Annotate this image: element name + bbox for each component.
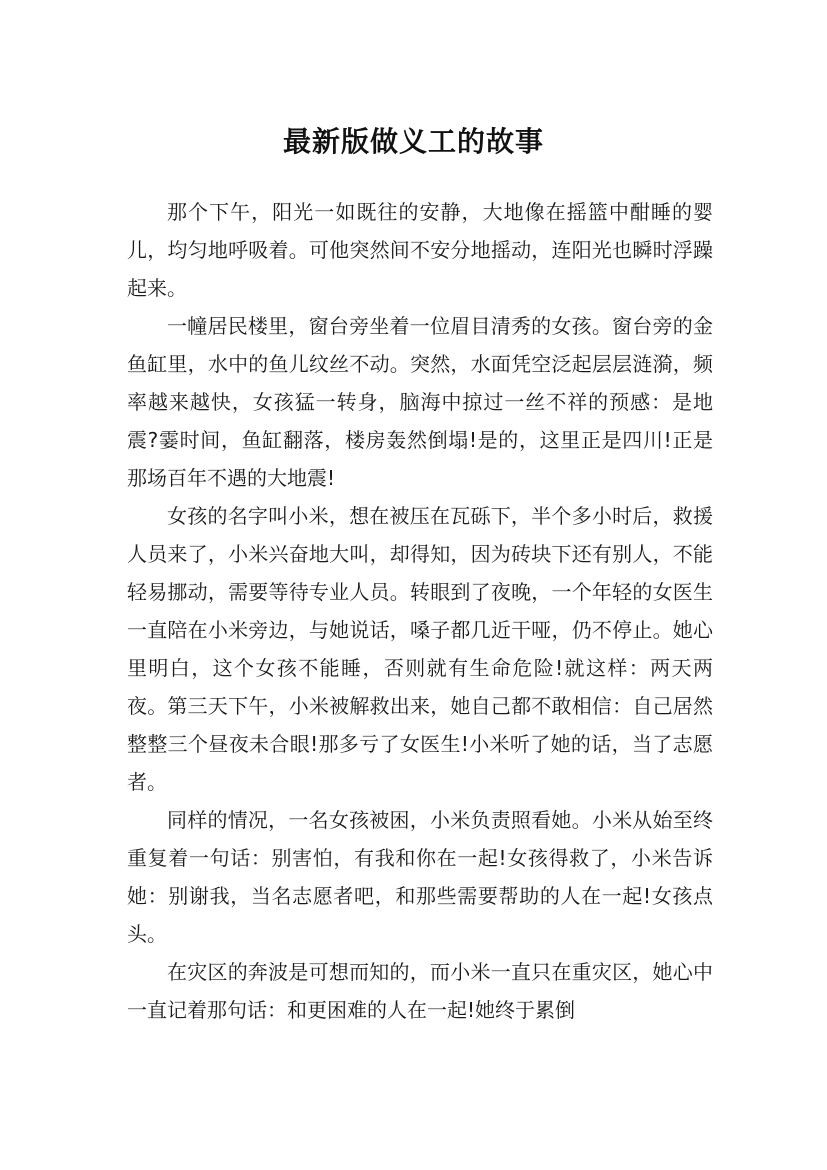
paragraph-4: 同样的情况，一名女孩被困，小米负责照看她。小米从始至终重复着一句话：别害怕，有我和你在一起!女孩得救了，小米告诉她：别谢我，当名志愿者吧，和那些需要帮助的人在一起!女孩点头。 (127, 808, 713, 946)
document-title: 最新版做义工的故事 (282, 124, 544, 158)
paragraph-3: 女孩的名字叫小米，想在被压在瓦砾下，半个多小时后，救援人员来了，小米兴奋地大叫，却得知，因为砖块下还有别人，不能轻易挪动，需要等待专业人员。转眼到了夜晚，一个年轻的女医生一直陪在小米旁边，与她说话，嗓子都几近干哑，仍不停止。她心里明白，这个女孩不能睡，否则就有生命危险!就这样：两天两夜。第三天下午，小米被解救出来，她自己都不敢相信：自己居然整整三个昼夜未合眼!那多亏了女医生!小米听了她的话，当了志愿者。 (127, 504, 713, 794)
document-body (127, 193, 713, 1029)
paragraph-2: 一幢居民楼里，窗台旁坐着一位眉目清秀的女孩。窗台旁的金鱼缸里，水中的鱼儿纹丝不动。突然，水面凭空泛起层层涟漪，频率越来越快，女孩猛一转身，脑海中掠过一丝不祥的预感：是地震?霎时间，鱼缸翻落，楼房轰然倒塌!是的，这里正是四川!正是那场百年不遇的大地震! (127, 314, 713, 490)
paragraph-5: 在灾区的奔波是可想而知的，而小米一直只在重灾区，她心中一直记着那句话：和更困难的人在一起!她终于累倒 (127, 960, 713, 1022)
paragraph-1: 那个下午，阳光一如既往的安静，大地像在摇篮中酣睡的婴儿，均匀地呼吸着。可他突然间不安分地摇动，连阳光也瞬时浮躁起来。 (127, 200, 713, 300)
